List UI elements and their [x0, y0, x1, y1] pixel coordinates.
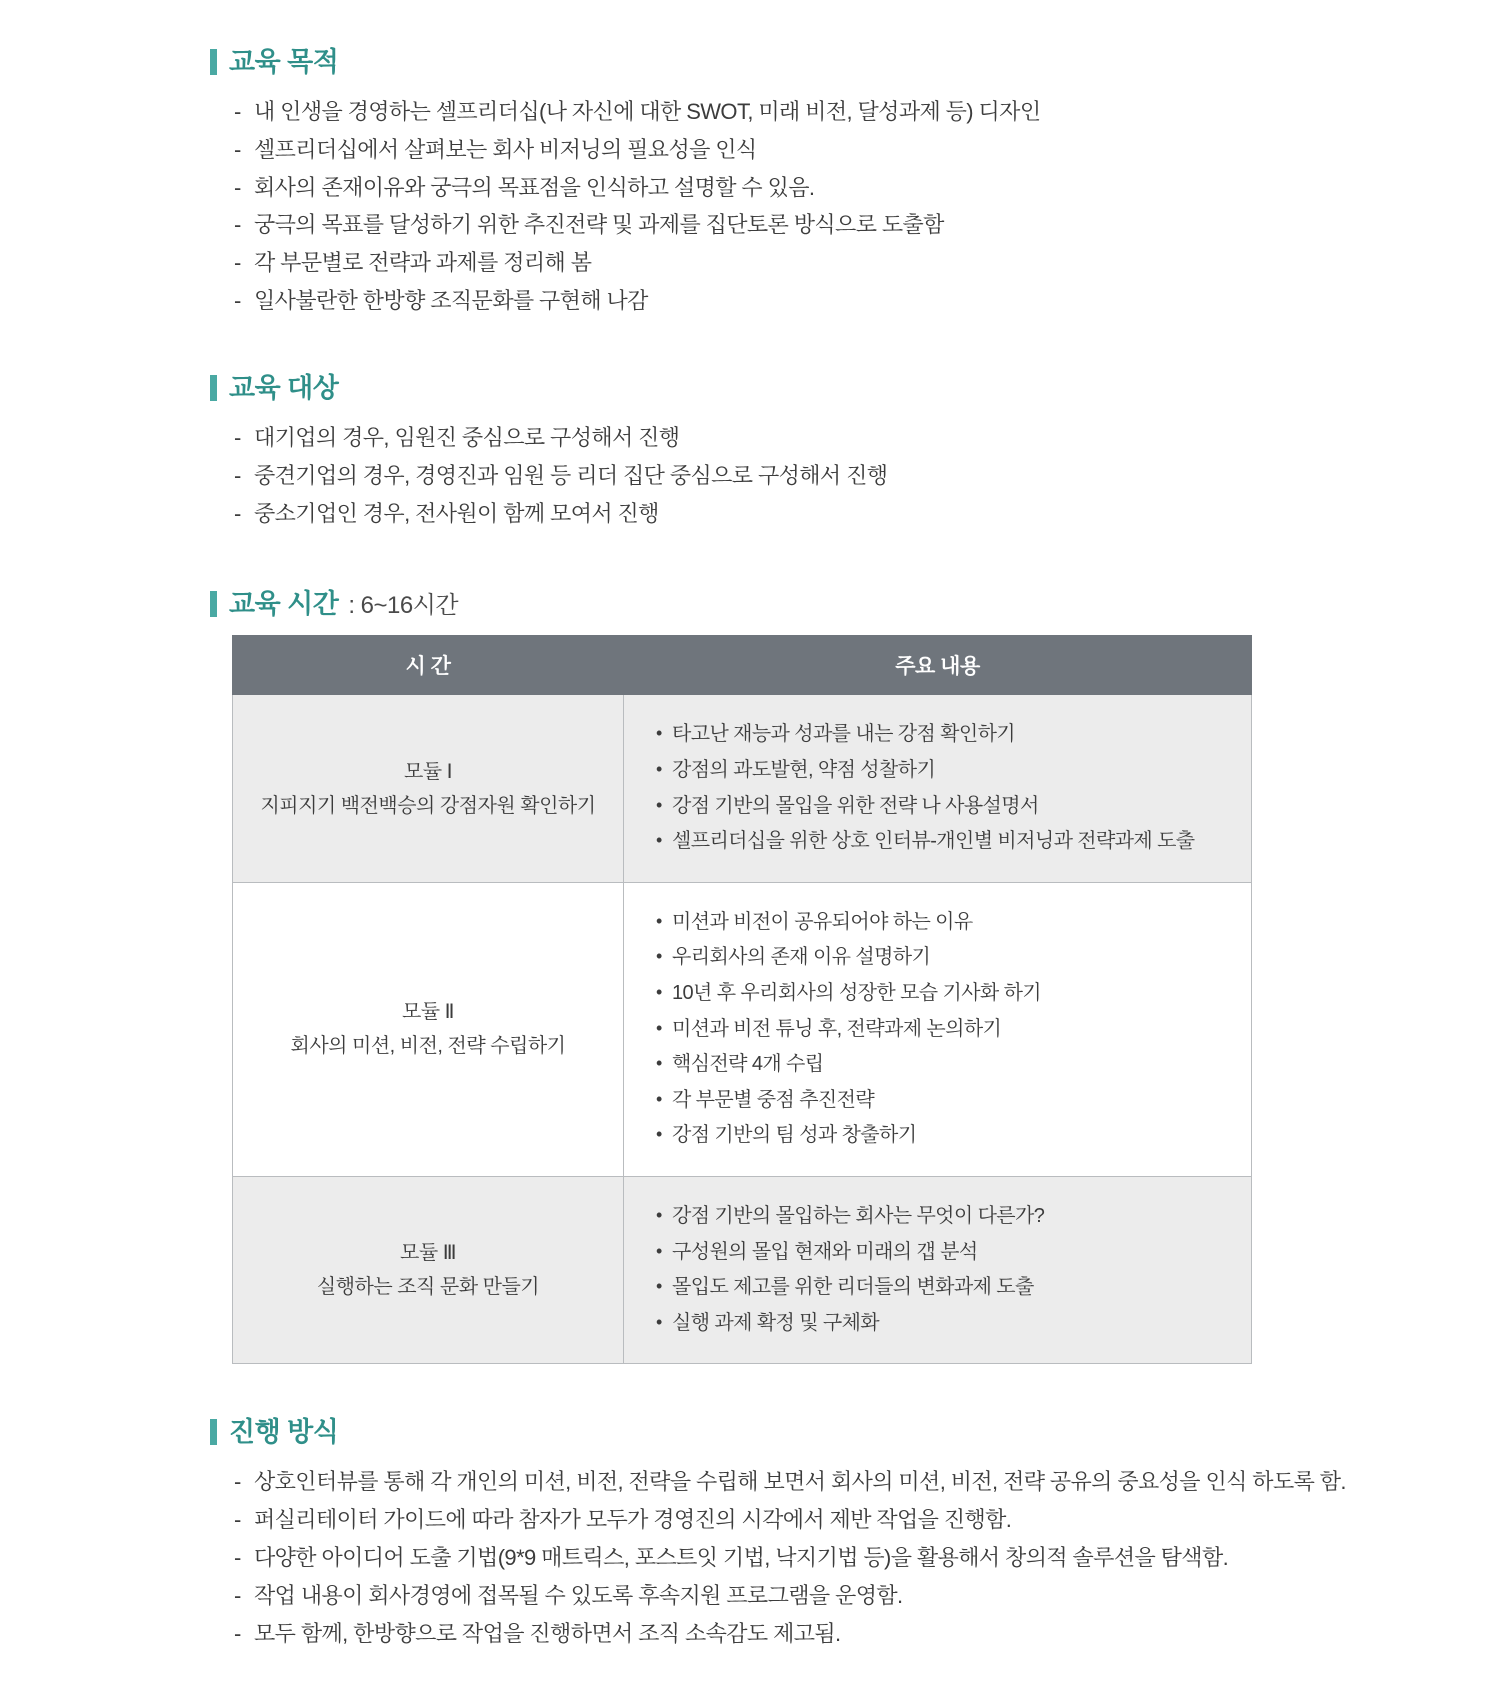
- content-list: [638, 1199, 1237, 1341]
- heading-bar-icon: [210, 1419, 217, 1445]
- purpose-list: [210, 93, 1438, 320]
- list-item: • 강점 기반의 몰입하는 회사는 무엇이 다른가?: [656, 1199, 1237, 1235]
- section-heading: [210, 1410, 1438, 1449]
- section-heading: [210, 366, 1438, 405]
- list-item: - 내 인생을 경영하는 셀프리더십(나 자신에 대한 SWOT, 미래 비전, 달성과제 등) 디자인: [234, 93, 1438, 131]
- list-item: - 궁극의 목표를 달성하기 위한 추진전략 및 과제를 집단토론 방식으로 도출함: [234, 206, 1438, 244]
- list-item: • 타고난 재능과 성과를 내는 강점 확인하기: [656, 717, 1237, 753]
- table-row: [233, 695, 1252, 882]
- schedule-table: [232, 635, 1252, 1364]
- list-item: • 몰입도 제고를 위한 리더들의 변화과제 도출: [656, 1270, 1237, 1306]
- list-item: - 작업 내용이 회사경영에 접목될 수 있도록 후속지원 프로그램을 운영함.: [234, 1577, 1438, 1615]
- module-label: 모듈 Ⅱ: [401, 1001, 455, 1024]
- section-method: [210, 1410, 1438, 1652]
- list-item: • 우리회사의 존재 이유 설명하기: [656, 940, 1237, 976]
- spacer: [210, 320, 1438, 366]
- content-cell: [624, 1176, 1252, 1363]
- table-row: [233, 1176, 1252, 1363]
- heading-bar-icon: [210, 591, 217, 617]
- list-item: • 강점 기반의 팀 성과 창출하기: [656, 1118, 1237, 1154]
- column-header-time: 시 간: [233, 636, 624, 695]
- section-title: 교육 대상: [229, 372, 339, 403]
- heading-bar-icon: [210, 49, 217, 75]
- table-row: [233, 882, 1252, 1176]
- module-cell: [233, 695, 624, 882]
- list-item: - 대기업의 경우, 임원진 중심으로 구성해서 진행: [234, 419, 1438, 457]
- list-item: - 중견기업의 경우, 경영진과 임원 등 리더 집단 중심으로 구성해서 진행: [234, 457, 1438, 495]
- list-item: • 각 부문별 중점 추진전략: [656, 1083, 1237, 1119]
- column-header-content: 주요 내용: [624, 636, 1252, 695]
- module-subtitle: 실행하는 조직 문화 만들기: [316, 1276, 540, 1299]
- module-subtitle: 회사의 미션, 비전, 전략 수립하기: [290, 1035, 566, 1058]
- spacer: [210, 1364, 1438, 1410]
- list-item: • 강점의 과도발현, 약점 성찰하기: [656, 753, 1237, 789]
- section-purpose: [210, 40, 1438, 320]
- list-item: - 다양한 아이디어 도출 기법(9*9 매트릭스, 포스트잇 기법, 낙지기법 등)을 활용해서 창의적 솔루션을 탐색함.: [234, 1539, 1438, 1577]
- table-header-row: [233, 636, 1252, 695]
- list-item: • 구성원의 몰입 현재와 미래의 갭 분석: [656, 1235, 1237, 1271]
- list-item: - 일사불란한 한방향 조직문화를 구현해 나감: [234, 282, 1438, 320]
- list-item: - 셀프리더십에서 살펴보는 회사 비저닝의 필요성을 인식: [234, 131, 1438, 169]
- section-suffix: : 6~16시간: [348, 592, 459, 620]
- audience-list: [210, 419, 1438, 532]
- content-cell: [624, 695, 1252, 882]
- list-item: - 모두 함께, 한방향으로 작업을 진행하면서 조직 소속감도 제고됨.: [234, 1615, 1438, 1653]
- module-label: 모듈 Ⅲ: [400, 1242, 456, 1265]
- list-item: - 회사의 존재이유와 궁극의 목표점을 인식하고 설명할 수 있음.: [234, 169, 1438, 207]
- module-label: 모듈 Ⅰ: [403, 760, 453, 783]
- section-title: 교육 시간: [229, 589, 339, 620]
- list-item: - 각 부문별로 전략과 과제를 정리해 봄: [234, 244, 1438, 282]
- list-item: - 중소기업인 경우, 전사원이 함께 모여서 진행: [234, 495, 1438, 533]
- list-item: • 핵심전략 4개 수립: [656, 1047, 1237, 1083]
- spacer: [210, 532, 1438, 582]
- list-item: - 퍼실리테이터 가이드에 따라 참자가 모두가 경영진의 시각에서 제반 작업을 진행함.: [234, 1501, 1438, 1539]
- section-title: 진행 방식: [229, 1417, 339, 1448]
- list-item: • 미션과 비전 튜닝 후, 전략과제 논의하기: [656, 1012, 1237, 1048]
- method-list: [210, 1463, 1438, 1652]
- list-item: • 셀프리더십을 위한 상호 인터뷰-개인별 비저닝과 전략과제 도출: [656, 824, 1237, 860]
- list-item: - 상호인터뷰를 통해 각 개인의 미션, 비전, 전략을 수립해 보면서 회사의 미션, 비전, 전략 공유의 중요성을 인식 하도록 함.: [234, 1463, 1438, 1501]
- section-heading: [210, 40, 1438, 79]
- heading-bar-icon: [210, 375, 217, 401]
- section-duration: [210, 582, 1438, 1364]
- section-heading: [210, 582, 1438, 621]
- list-item: • 실행 과제 확정 및 구체화: [656, 1306, 1237, 1342]
- content-list: [638, 905, 1237, 1154]
- content-list: [638, 717, 1237, 859]
- list-item: • 10년 후 우리회사의 성장한 모습 기사화 하기: [656, 976, 1237, 1012]
- list-item: • 강점 기반의 몰입을 위한 전략 나 사용설명서: [656, 789, 1237, 825]
- module-cell: [233, 882, 624, 1176]
- content-cell: [624, 882, 1252, 1176]
- section-title: 교육 목적: [229, 47, 339, 77]
- section-audience: [210, 366, 1438, 532]
- module-cell: [233, 1176, 624, 1363]
- module-subtitle: 지피지기 백전백승의 강점자원 확인하기: [260, 794, 596, 817]
- list-item: • 미션과 비전이 공유되어야 하는 이유: [656, 905, 1237, 941]
